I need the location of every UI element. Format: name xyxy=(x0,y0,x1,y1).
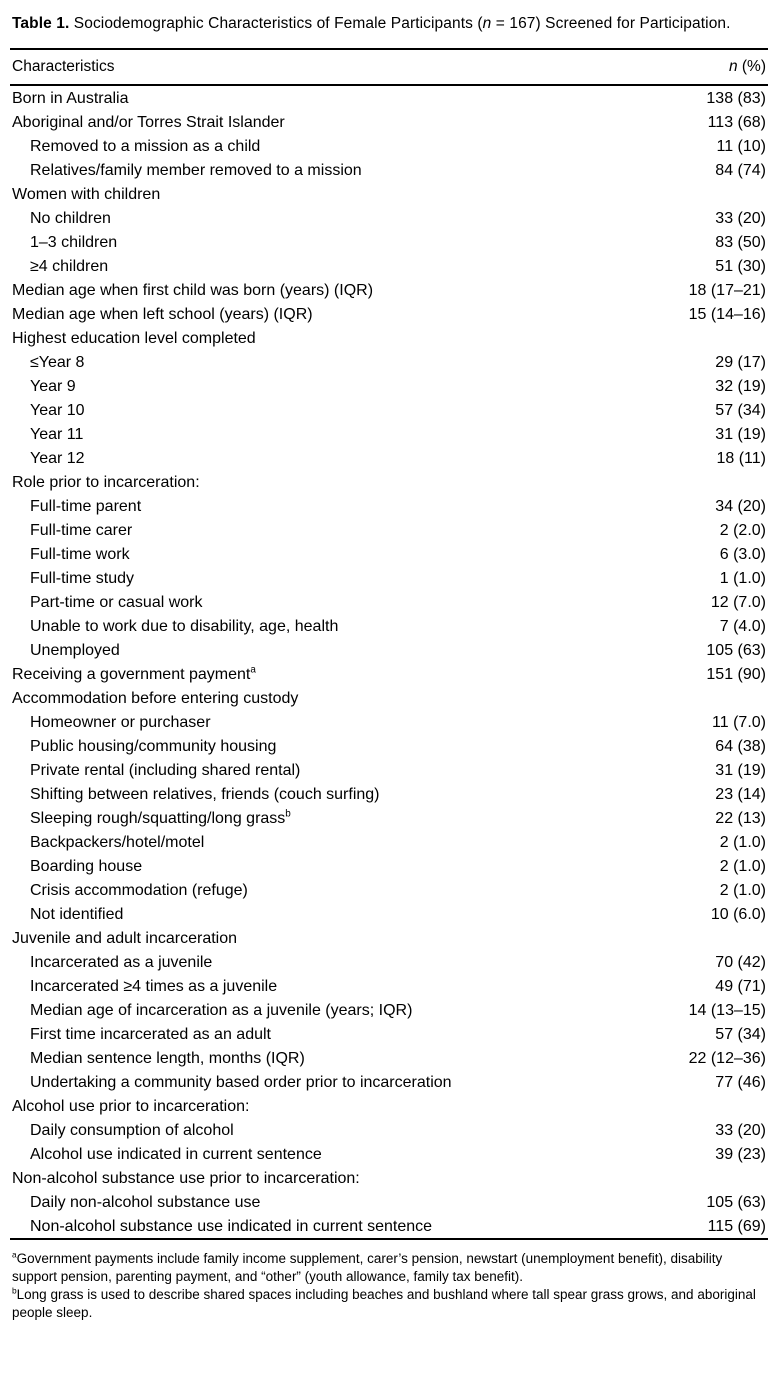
table-title xyxy=(12,12,766,35)
column-header-characteristics: Characteristics xyxy=(10,49,650,85)
row-value: 57 (34) xyxy=(715,401,766,419)
row-label: Incarcerated as a juvenile xyxy=(30,953,213,971)
row-label: Median age of incarceration as a juvenile (years; IQR) xyxy=(30,1001,413,1019)
row-value: 22 (13) xyxy=(715,809,766,827)
row-value: 113 (68) xyxy=(707,113,766,131)
row-value: 151 (90) xyxy=(706,665,766,683)
table-row xyxy=(10,902,768,926)
row-value: 105 (63) xyxy=(706,641,766,659)
row-value: 33 (20) xyxy=(715,1121,766,1139)
row-label: Full-time carer xyxy=(30,521,133,539)
row-label: Accommodation before entering custody xyxy=(12,689,299,707)
table-row xyxy=(10,1190,768,1214)
row-value: 7 (4.0) xyxy=(719,617,766,635)
row-value: 77 (46) xyxy=(715,1073,766,1091)
table-row xyxy=(10,1022,768,1046)
row-value: 11 (10) xyxy=(716,137,766,155)
row-value: 64 (38) xyxy=(715,737,766,755)
row-value: 57 (34) xyxy=(715,1025,766,1043)
table-row xyxy=(10,710,768,734)
row-value: 51 (30) xyxy=(715,257,766,275)
row-value xyxy=(650,686,768,710)
row-value xyxy=(650,182,768,206)
row-label: No children xyxy=(30,209,111,227)
row-value: 39 (23) xyxy=(715,1145,766,1163)
table-row xyxy=(10,926,768,950)
row-label: Unable to work due to disability, age, health xyxy=(30,617,339,635)
table-header-row xyxy=(10,49,768,85)
row-value: 23 (14) xyxy=(715,785,766,803)
row-value: 138 (83) xyxy=(706,89,766,107)
table-row xyxy=(10,110,768,134)
row-label: Median age when first child was born (years) (IQR) xyxy=(12,281,374,299)
row-value: 70 (42) xyxy=(715,953,766,971)
row-value: 18 (17–21) xyxy=(688,281,766,299)
row-label: Non-alcohol substance use prior to incarceration: xyxy=(12,1169,360,1187)
table-row xyxy=(10,278,768,302)
footnote-marker: b xyxy=(12,1285,17,1296)
row-value: 84 (74) xyxy=(715,161,766,179)
row-value: 22 (12–36) xyxy=(688,1049,766,1067)
row-value: 31 (19) xyxy=(715,761,766,779)
row-label: Alcohol use prior to incarceration: xyxy=(12,1097,250,1115)
row-label: ≥4 children xyxy=(30,257,109,275)
table-row xyxy=(10,686,768,710)
row-value: 32 (19) xyxy=(715,377,766,395)
table-row xyxy=(10,878,768,902)
header-percent-label: (%) xyxy=(737,58,766,76)
table-row xyxy=(10,134,768,158)
row-value: 10 (6.0) xyxy=(710,905,766,923)
table-row xyxy=(10,734,768,758)
table-row xyxy=(10,206,768,230)
row-label: Year 11 xyxy=(30,425,84,443)
footnote-marker: a xyxy=(250,664,256,676)
row-label: Sleeping rough/squatting/long grass$^b$ xyxy=(30,808,291,827)
row-label: Highest education level completed xyxy=(12,329,256,347)
table-row xyxy=(10,374,768,398)
table-row xyxy=(10,446,768,470)
row-label: Daily non-alcohol substance use xyxy=(30,1193,261,1211)
table-row xyxy=(10,566,768,590)
footnote: $^a$Government payments include family income supplement, carer’s pension, newstart (unemployment benefit), disability support pension, parenting payment, and “other” (youth allowance, family tax benefit). xyxy=(12,1249,723,1285)
row-value: 15 (14–16) xyxy=(688,305,766,323)
table-row xyxy=(10,950,768,974)
row-label: Year 9 xyxy=(30,377,76,395)
row-value xyxy=(650,1094,768,1118)
row-value: 83 (50) xyxy=(715,233,766,251)
row-value: 115 (69) xyxy=(707,1217,766,1235)
row-value: 34 (20) xyxy=(715,497,766,515)
row-value: 31 (19) xyxy=(715,425,766,443)
row-label: Public housing/community housing xyxy=(30,737,277,755)
row-label: 1–3 children xyxy=(30,233,118,251)
table-row xyxy=(10,1094,768,1118)
row-value xyxy=(650,326,768,350)
table-row xyxy=(10,326,768,350)
table-row xyxy=(10,1046,768,1070)
row-label: Backpackers/hotel/motel xyxy=(30,833,205,851)
row-value xyxy=(650,470,768,494)
row-label: Unemployed xyxy=(30,641,120,659)
table-row xyxy=(10,350,768,374)
table-row xyxy=(10,974,768,998)
footnote: $^b$Long grass is used to describe shared spaces including beaches and bushland where tall spear grass grows, and aboriginal people sleep. xyxy=(12,1285,756,1321)
row-label: Receiving a government payment$^a$ xyxy=(12,664,256,683)
table-header xyxy=(10,49,768,85)
row-label: Aboriginal and/or Torres Strait Islander xyxy=(12,113,285,131)
row-value: 2 (1.0) xyxy=(719,833,766,851)
row-label: Juvenile and adult incarceration xyxy=(12,929,238,947)
row-label: Relatives/family member removed to a mission xyxy=(30,161,362,179)
footnote-marker: a xyxy=(12,1249,17,1260)
row-value: 2 (1.0) xyxy=(719,857,766,875)
row-label: Full-time work xyxy=(30,545,130,563)
table-row xyxy=(10,590,768,614)
table-row xyxy=(10,1214,768,1239)
header-n-variable: n xyxy=(728,58,738,76)
table-row xyxy=(10,230,768,254)
row-label: Incarcerated ≥4 times as a juvenile xyxy=(30,977,278,995)
table-row xyxy=(10,518,768,542)
table-row xyxy=(10,614,768,638)
characteristics-table xyxy=(10,48,768,1240)
table-row xyxy=(10,158,768,182)
table-row xyxy=(10,398,768,422)
row-label: Full-time study xyxy=(30,569,135,587)
table-row xyxy=(10,662,768,686)
table-row xyxy=(10,638,768,662)
row-value xyxy=(650,926,768,950)
table-row xyxy=(10,806,768,830)
table-body xyxy=(10,85,768,1239)
row-label: Women with children xyxy=(12,185,161,203)
row-label: Private rental (including shared rental) xyxy=(30,761,301,779)
table-row xyxy=(10,1166,768,1190)
row-label: Year 10 xyxy=(30,401,85,419)
table-row xyxy=(10,182,768,206)
table-title-n-variable: n xyxy=(482,15,492,32)
row-label: Alcohol use indicated in current sentence xyxy=(30,1145,322,1163)
table-row xyxy=(10,830,768,854)
table-title-label: Table 1. xyxy=(12,15,70,32)
table-row xyxy=(10,494,768,518)
row-value: 14 (13–15) xyxy=(688,1001,766,1019)
table-row xyxy=(10,422,768,446)
footnote-marker: b xyxy=(285,808,291,820)
row-value: 12 (7.0) xyxy=(710,593,766,611)
table-row xyxy=(10,542,768,566)
row-label: Non-alcohol substance use indicated in current sentence xyxy=(30,1217,433,1235)
row-label: Boarding house xyxy=(30,857,143,875)
row-value: 11 (7.0) xyxy=(712,713,766,731)
footnotes xyxy=(10,1250,768,1322)
row-value: 1 (1.0) xyxy=(719,569,766,587)
row-label: First time incarcerated as an adult xyxy=(30,1025,271,1043)
table-title-text-post: = 167) Screened for Participation. xyxy=(491,15,731,32)
row-label: ≤Year 8 xyxy=(30,353,85,371)
row-value: 29 (17) xyxy=(715,353,766,371)
row-value: 33 (20) xyxy=(715,209,766,227)
table-row xyxy=(10,1118,768,1142)
row-value: 105 (63) xyxy=(706,1193,766,1211)
row-label: Full-time parent xyxy=(30,497,142,515)
row-label: Not identified xyxy=(30,905,124,923)
row-label: Removed to a mission as a child xyxy=(30,137,261,155)
table-row xyxy=(10,998,768,1022)
row-label: Role prior to incarceration: xyxy=(12,473,200,491)
row-label: Born in Australia xyxy=(12,89,129,107)
table-row xyxy=(10,758,768,782)
table-title-text-pre: Sociodemographic Characteristics of Female Participants ( xyxy=(69,15,483,32)
row-label: Part-time or casual work xyxy=(30,593,203,611)
row-label: Median age when left school (years) (IQR) xyxy=(12,305,313,323)
table-row xyxy=(10,854,768,878)
row-label: Median sentence length, months (IQR) xyxy=(30,1049,305,1067)
table-row xyxy=(10,1142,768,1166)
column-header-n-percent xyxy=(650,49,768,85)
table-row xyxy=(10,85,768,110)
row-value: 49 (71) xyxy=(715,977,766,995)
row-label: Undertaking a community based order prior to incarceration xyxy=(30,1073,452,1091)
row-value xyxy=(650,1166,768,1190)
row-label: Crisis accommodation (refuge) xyxy=(30,881,248,899)
table-row xyxy=(10,470,768,494)
table-row xyxy=(10,1070,768,1094)
table-row xyxy=(10,302,768,326)
table-row xyxy=(10,782,768,806)
row-label: Homeowner or purchaser xyxy=(30,713,211,731)
row-value: 18 (11) xyxy=(716,449,766,467)
table-row xyxy=(10,254,768,278)
row-label: Shifting between relatives, friends (couch surfing) xyxy=(30,785,380,803)
row-label: Year 12 xyxy=(30,449,85,467)
row-value: 2 (1.0) xyxy=(719,881,766,899)
row-value: 2 (2.0) xyxy=(719,521,766,539)
row-label: Daily consumption of alcohol xyxy=(30,1121,234,1139)
row-value: 6 (3.0) xyxy=(719,545,766,563)
